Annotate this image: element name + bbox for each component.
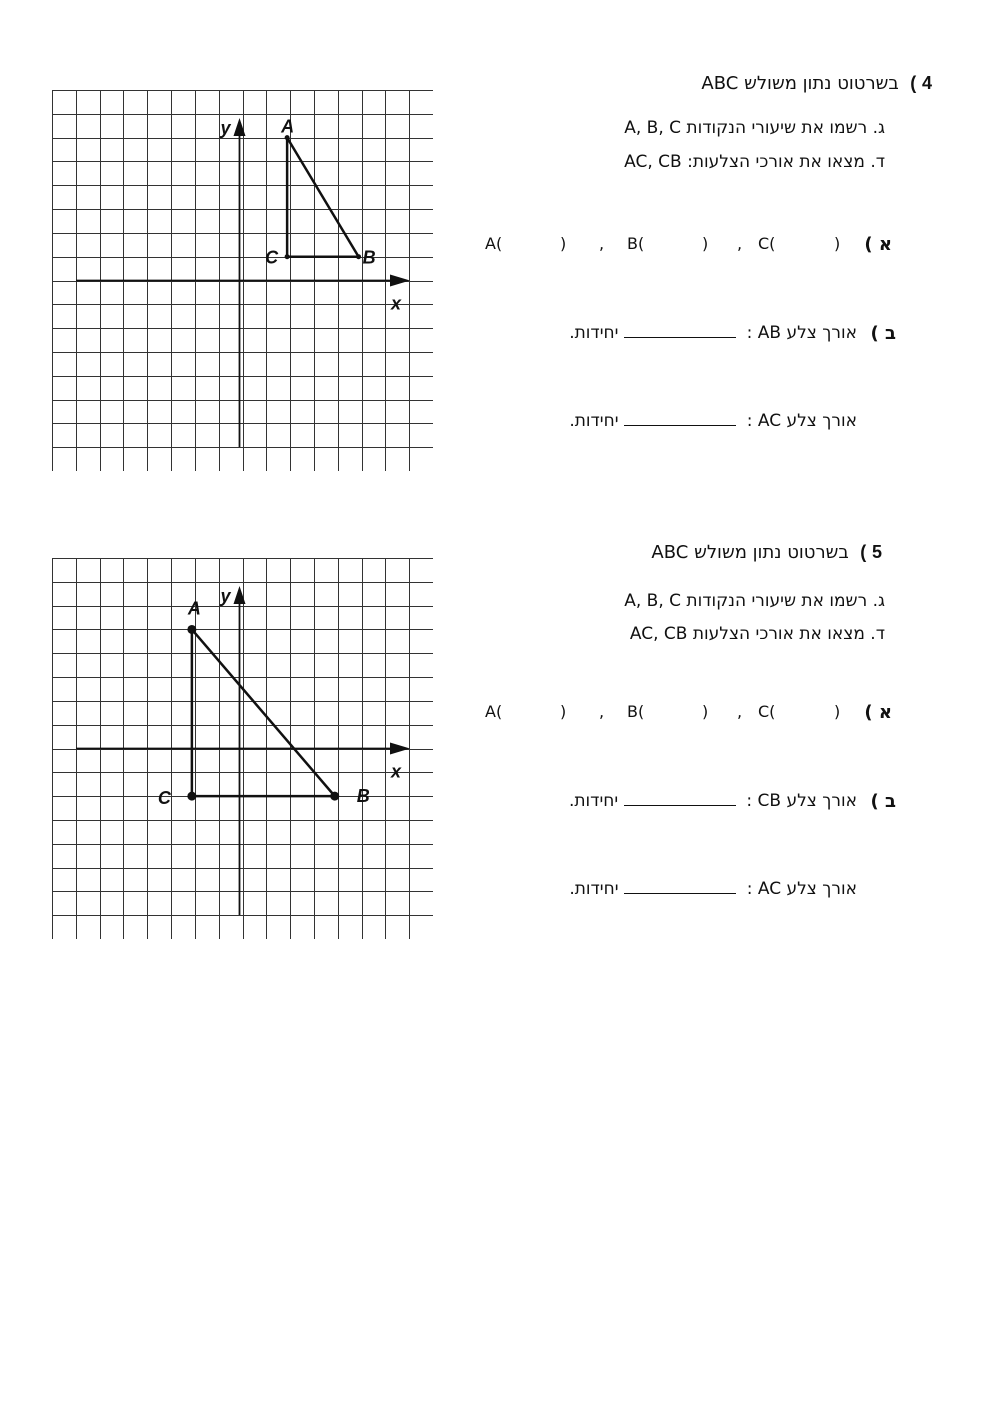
exercise-number: 4 xyxy=(921,73,932,93)
vertex-point-c xyxy=(187,792,196,801)
exercise-number: 5 xyxy=(871,542,882,562)
comma: , xyxy=(737,234,743,253)
item-g: ג. רשמו את שיעורי הנקודות A, B, C xyxy=(624,118,885,138)
comma: , xyxy=(599,702,605,721)
length-answer-1 xyxy=(569,323,857,343)
point-b-close: ) xyxy=(702,702,709,721)
exercise-paren: ) xyxy=(910,73,917,93)
point-a-close: ) xyxy=(560,234,567,253)
point-c-open: C( xyxy=(758,234,776,253)
answer-blank[interactable] xyxy=(624,411,736,426)
length-answer-2 xyxy=(569,879,857,899)
point-c-close: ) xyxy=(834,234,841,253)
exercise-paren: ) xyxy=(860,542,867,562)
point-b-open: B( xyxy=(627,702,645,721)
units-label: יחידות. xyxy=(568,791,619,811)
question-title: בשרטוט נתון משולש ABC xyxy=(651,542,849,563)
length-label: אורך צלע CB : xyxy=(746,791,857,811)
point-c-close: ) xyxy=(834,702,841,721)
point-b-close: ) xyxy=(702,234,709,253)
vertex-label-b: B xyxy=(356,786,370,807)
point-b-open: B( xyxy=(627,234,645,253)
point-c-open: C( xyxy=(758,702,776,721)
length-answer-2 xyxy=(569,411,857,431)
part-a-label: א ) xyxy=(864,234,892,255)
answer-blank[interactable] xyxy=(624,879,736,894)
coordinate-grid-svg-4 xyxy=(52,90,433,471)
vertex-point-a xyxy=(187,625,196,634)
exercise-5-title xyxy=(651,542,882,563)
points-answer-row xyxy=(0,234,1000,258)
points-answer-row xyxy=(0,702,1000,726)
point-a-open: A( xyxy=(485,234,503,253)
length-label: אורך צלע AC : xyxy=(746,411,857,431)
exercise-4-title xyxy=(701,73,932,94)
item-d: ד. מצאו את אורכי הצלעות: AC, CB xyxy=(624,152,885,172)
y-axis-label: y xyxy=(220,586,231,606)
units-label: יחידות. xyxy=(569,879,619,899)
length-label: אורך צלע AB : xyxy=(746,323,857,343)
question-title: בשרטוט נתון משולש ABC xyxy=(701,73,899,94)
part-b-label: ב ) xyxy=(870,323,896,344)
units-label: יחידות. xyxy=(569,323,619,343)
y-axis-label: y xyxy=(220,118,231,138)
comma: , xyxy=(599,234,605,253)
length-answer-1 xyxy=(569,791,857,811)
part-a-label: א ) xyxy=(864,702,892,723)
point-a-close: ) xyxy=(560,702,567,721)
coordinate-grid-5 xyxy=(52,558,433,939)
coordinate-grid-4 xyxy=(52,90,433,471)
coordinate-grid-svg-5 xyxy=(52,558,433,939)
vertex-label-a: A xyxy=(281,116,295,137)
answer-blank[interactable] xyxy=(624,323,736,338)
vertex-label-a: A xyxy=(187,598,201,619)
length-label: אורך צלע AC : xyxy=(746,879,857,899)
x-axis-label: x xyxy=(391,761,402,782)
part-b-label: ב ) xyxy=(870,791,896,812)
item-d: ד. מצאו את אורכי הצלעות AC, CB xyxy=(629,624,885,644)
x-axis-arrow-icon xyxy=(390,743,410,755)
x-axis-arrow-icon xyxy=(390,275,410,287)
item-g: ג. רשמו את שיעורי הנקודות A, B, C xyxy=(624,591,885,611)
vertex-label-b: B xyxy=(362,247,376,268)
answer-blank[interactable] xyxy=(624,791,736,806)
comma: , xyxy=(737,702,743,721)
point-a-open: A( xyxy=(485,702,503,721)
vertex-label-c: C xyxy=(157,788,171,809)
vertex-point-b xyxy=(330,792,339,801)
vertex-label-c: C xyxy=(265,247,279,268)
units-label: יחידות. xyxy=(569,411,619,431)
x-axis-label: x xyxy=(391,293,402,314)
